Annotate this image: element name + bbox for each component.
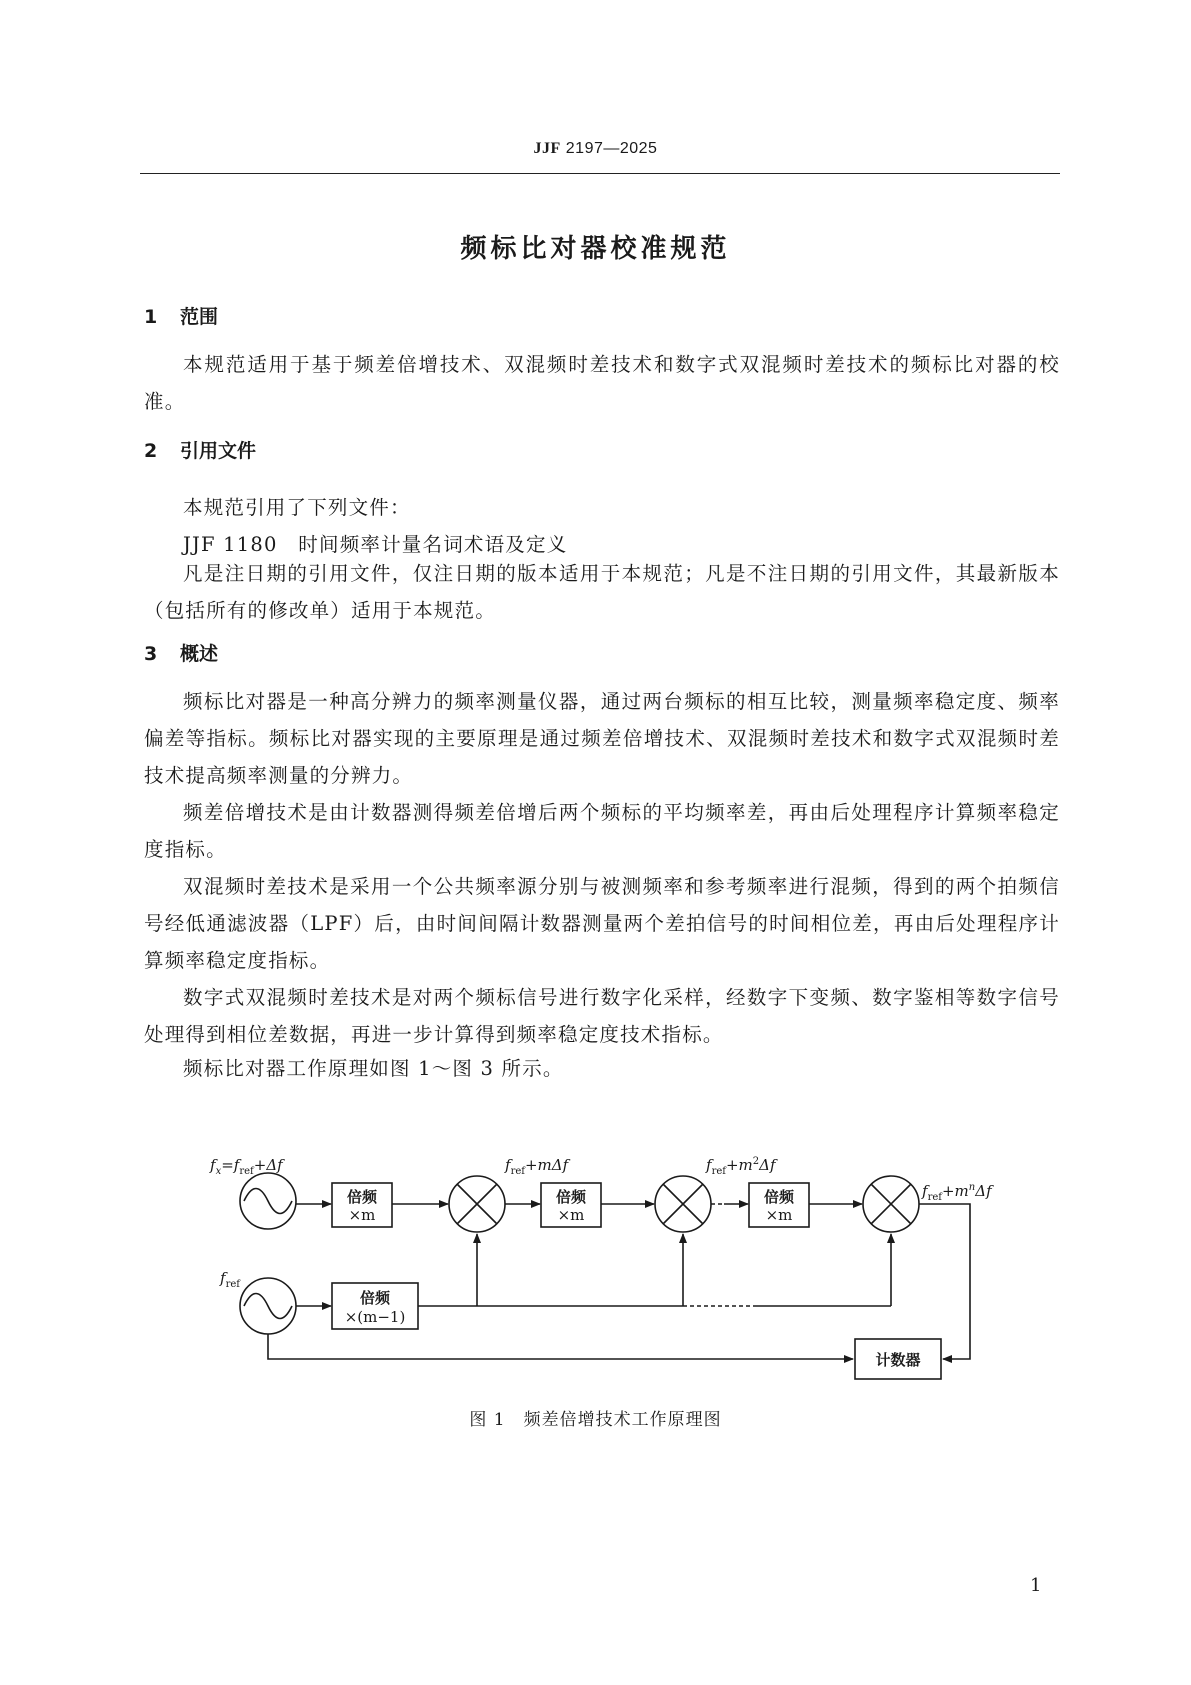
section-number: 3 <box>144 643 158 665</box>
section-title: 概述 <box>180 643 219 665</box>
oscillator-fx-icon <box>240 1173 296 1229</box>
mixer-icon-1 <box>449 1176 505 1232</box>
label-fx: $f_x=f_{ref}+\Delta f$ <box>210 1156 283 1177</box>
label-fref-plus-m2-delta-f: $f_{ref}+m^2\Delta f$ <box>706 1156 776 1177</box>
code-number: 2197—2025 <box>565 140 658 157</box>
box-label: ×m <box>348 1206 376 1224</box>
section-2-intro: 本规范引用了下列文件： <box>183 496 411 519</box>
figure-caption: 图 1 频差倍增技术工作原理图 <box>469 1410 722 1430</box>
section-3-paragraph-1: 频标比对器是一种高分辨力的频率测量仪器，通过两台频标的相互比较，测量频率稳定度、频率偏差等指标。频标比对器实现的主要原理是通过频差倍增技术、双混频时差技术和数字式双混频时差技术提高频率测量的分辨力。 <box>144 690 1060 787</box>
section-1-paragraph: 本规范适用于基于频差倍增技术、双混频时差技术和数字式双混频时差技术的频标比对器的校准。 <box>144 353 1060 413</box>
box-label: 倍频 <box>359 1289 391 1307</box>
section-number: 1 <box>144 306 158 328</box>
section-number: 2 <box>144 440 158 462</box>
box-label: ×m <box>557 1206 585 1224</box>
section-2-paragraph: 凡是注日期的引用文件，仅注日期的版本适用于本规范；凡是不注日期的引用文件，其最新版本（包括所有的修改单）适用于本规范。 <box>144 562 1060 622</box>
box-label: 倍频 <box>346 1188 378 1206</box>
page-title: 频标比对器校准规范 <box>460 234 731 264</box>
section-title: 引用文件 <box>180 440 257 462</box>
counter-label: 计数器 <box>875 1351 921 1369</box>
box-label: ×(m−1) <box>344 1308 406 1326</box>
reference-item: JJF 1180 时间频率计量名词术语及定义 <box>183 533 568 556</box>
box-label: ×m <box>765 1206 793 1224</box>
section-3-paragraph-3: 双混频时差技术是采用一个公共频率源分别与被测频率和参考频率进行混频，得到的两个拍频信号经低通滤波器（LPF）后，由时间间隔计数器测量两个差拍信号的时间相位差，再由后处理程序计算频率稳定度指标。 <box>144 875 1060 972</box>
section-3-paragraph-4: 数字式双混频时差技术是对两个频标信号进行数字化采样，经数字下变频、数字鉴相等数字信号处理得到相位差数据，再进一步计算得到频率稳定度技术指标。 <box>144 986 1060 1046</box>
label-fref: $f_{ref}$ <box>220 1269 240 1290</box>
section-3-paragraph-5: 频标比对器工作原理如图 1～图 3 所示。 <box>183 1057 564 1080</box>
label-fref-plus-mn-delta-f: $f_{ref}+m^n\Delta f$ <box>922 1182 992 1203</box>
mixer-icon-2 <box>655 1176 711 1232</box>
section-3-paragraph-2: 频差倍增技术是由计数器测得频差倍增后两个频标的平均频率差，再由后处理程序计算频率稳定度指标。 <box>144 801 1060 861</box>
page-number: 1 <box>1030 1575 1042 1596</box>
label-fref-plus-m-delta-f: $f_{ref}+m\Delta f$ <box>505 1156 569 1177</box>
mixer-icon-3 <box>863 1176 919 1232</box>
code-prefix: JJF <box>533 140 561 157</box>
oscillator-fref-icon <box>240 1278 296 1334</box>
box-label: 倍频 <box>555 1188 587 1206</box>
section-title: 范围 <box>180 306 219 328</box>
box-label: 倍频 <box>763 1188 795 1206</box>
